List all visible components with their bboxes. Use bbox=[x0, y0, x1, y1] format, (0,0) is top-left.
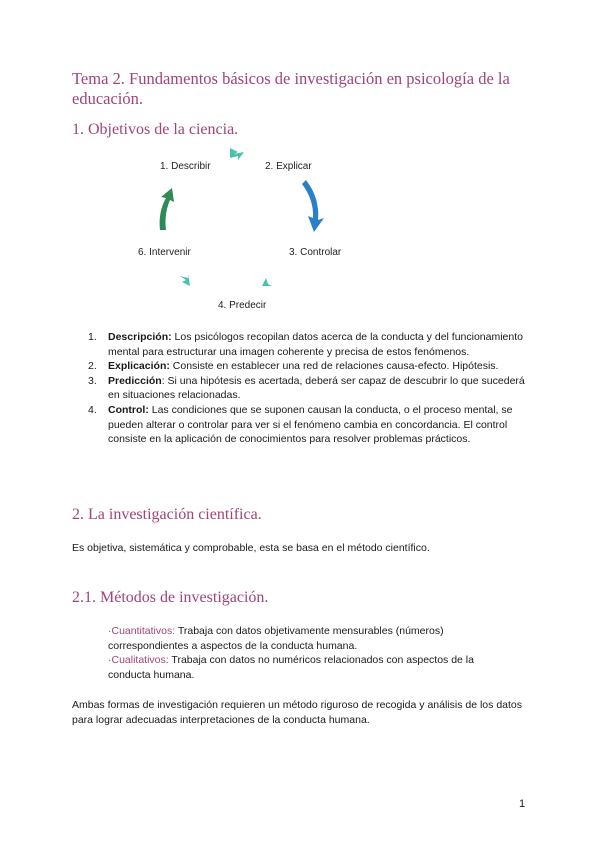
cycle-label-describir: 1. Describir bbox=[160, 161, 211, 172]
list-item: 1. Descripción: Los psicólogos recopilan datos acerca de la conducta y del funcionamiento mental para estructurar una imagen coherente y precisa de estos fenómenos. bbox=[88, 331, 523, 358]
cycle-label-controlar: 3. Controlar bbox=[289, 247, 342, 258]
list-item: 4. Control: Las condiciones que se suponen causan la conducta, o el proceso mental, se pueden alterar o controlar para ver si el fenómeno cambia en concordancia. El control consiste en la aplicación de conocimientos para resolver problemas prácticos. bbox=[88, 403, 513, 446]
method-item: ·Cualitativos: Trabaja con datos no numéricos relacionados con aspectos de la conducta humana. bbox=[108, 654, 474, 681]
section-heading-metodos: 2.1. Métodos de investigación. bbox=[72, 589, 269, 606]
list-item: 2. Explicación: Consiste en establecer una red de relaciones causa-efecto. Hipótesis. bbox=[88, 360, 499, 373]
section-heading-objetivos: 1. Objetivos de la ciencia. bbox=[72, 121, 239, 138]
objetivos-list bbox=[72, 330, 532, 447]
closing-paragraph: Ambas formas de investigación requieren un método riguroso de recogida y análisis de los datos para lograr adecuadas interpretaciones de la conducta humana. bbox=[72, 699, 523, 726]
cycle-arrow-3-icon bbox=[262, 274, 276, 286]
page-number: 1 bbox=[519, 798, 526, 810]
cycle-arrow-4-icon bbox=[180, 274, 190, 286]
cycle-arrow-5-icon bbox=[160, 188, 174, 230]
list-item: 3. Predicción: Si una hipótesis es acertada, deberá ser capaz de descubrir lo que sucederá en situaciones relacionadas. bbox=[88, 374, 525, 402]
cycle-arrow-2-icon bbox=[302, 180, 324, 232]
cycle-diagram bbox=[130, 140, 370, 320]
cycle-label-explicar: 2. Explicar bbox=[265, 161, 312, 172]
investigacion-paragraph: Es objetiva, sistemática y comprobable, esta se basa en el método científico. bbox=[72, 542, 430, 554]
cycle-label-predecir: 4. Predecir bbox=[218, 300, 267, 311]
cycle-arrow-1-icon bbox=[230, 148, 244, 160]
section-heading-investigacion: 2. La investigación científica. bbox=[72, 506, 262, 523]
methods-block bbox=[108, 624, 508, 682]
cycle-label-intervenir: 6. Intervenir bbox=[138, 247, 191, 258]
document-title: Tema 2. Fundamentos básicos de investigación en psicología de la educación. bbox=[72, 69, 510, 108]
method-item: ·Cuantitativos: Trabaja con datos objetivamente mensurables (números) correspondientes a aspectos de la conducta humana. bbox=[108, 625, 444, 652]
